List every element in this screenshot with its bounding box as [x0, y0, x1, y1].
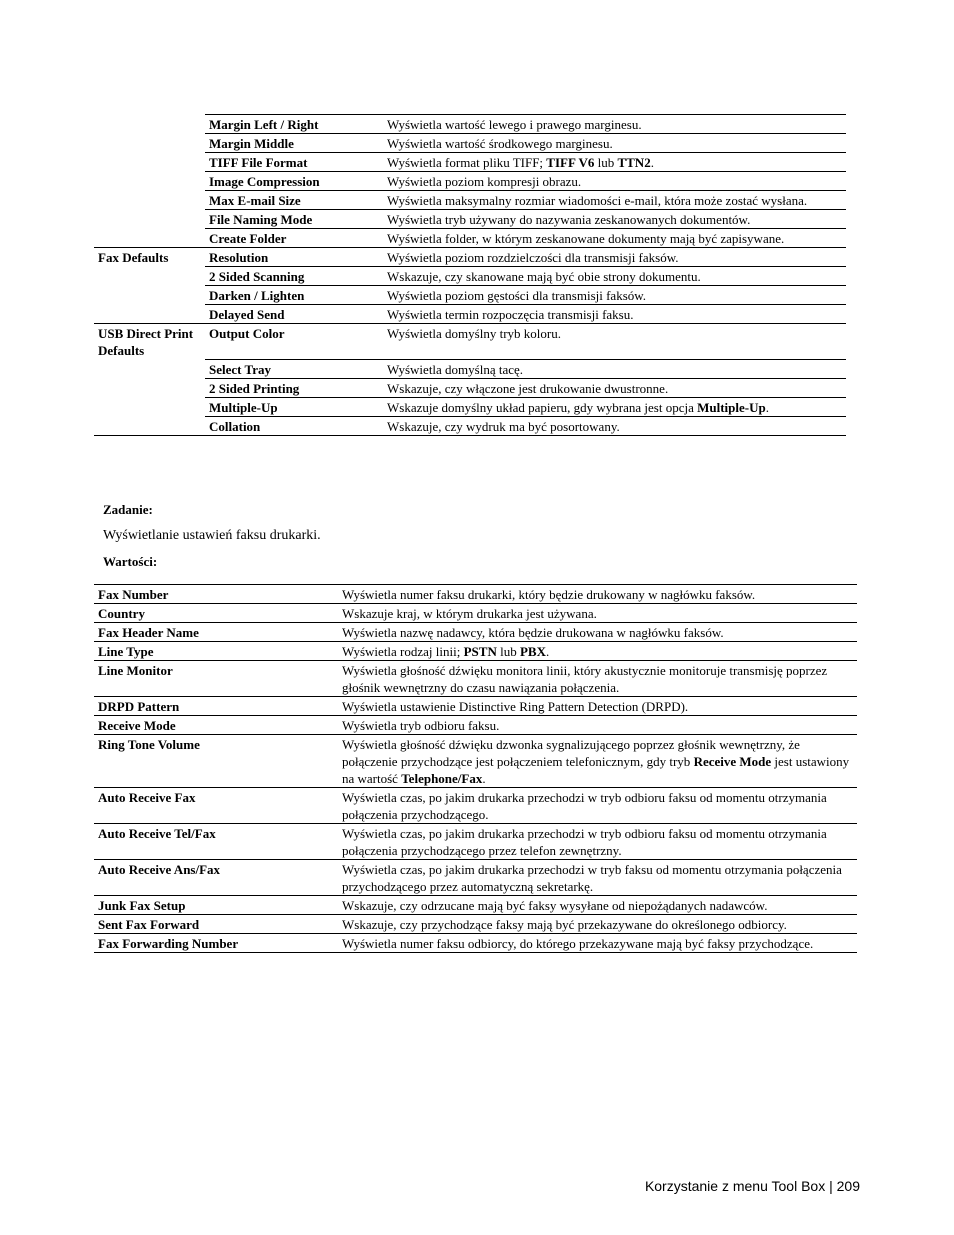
description-text: . [545, 644, 550, 659]
setting-description [338, 915, 857, 934]
setting-description [338, 642, 857, 661]
table-row [94, 860, 857, 896]
setting-description [338, 788, 857, 824]
description-bold-value: Telephone/Fax [401, 771, 483, 786]
table-row [94, 359, 846, 378]
group-cell [94, 153, 205, 172]
setting-description [338, 661, 857, 697]
group-cell [94, 378, 205, 397]
table-row [94, 604, 857, 623]
description-text: Wyświetla głośność dźwięku monitora linii, który akustycznie monitoruje transmisję poprzez głośnik wewnętrzny do czasu nawiązania połączenia. [342, 663, 828, 695]
setting-description [338, 896, 857, 915]
setting-description [383, 359, 846, 378]
setting-description [338, 604, 857, 623]
setting-name: TIFF File Format [205, 153, 383, 172]
setting-description [383, 324, 846, 360]
group-cell [94, 305, 205, 324]
table-row [94, 153, 846, 172]
footer-separator: | [829, 1178, 833, 1194]
table-row [94, 191, 846, 210]
setting-description [383, 153, 846, 172]
table-row [94, 229, 846, 248]
table-row [94, 416, 846, 435]
table-row [94, 267, 846, 286]
group-cell [94, 286, 205, 305]
table-row [94, 248, 846, 267]
description-text: Wyświetla folder, w którym zeskanowane dokumenty mają być zapisywane. [387, 231, 785, 246]
table-row [94, 585, 857, 604]
table-row [94, 788, 857, 824]
setting-name: Image Compression [205, 172, 383, 191]
setting-name: Receive Mode [94, 716, 338, 735]
description-text: Wyświetla wartość środkowego marginesu. [387, 136, 613, 151]
table-row [94, 172, 846, 191]
table-row [94, 305, 846, 324]
setting-description [383, 115, 846, 134]
table-row [94, 824, 857, 860]
description-text: Wskazuje, czy skanowane mają być obie strony dokumentu. [387, 269, 701, 284]
footer-page-number: 209 [836, 1178, 860, 1194]
page-footer [600, 1178, 860, 1194]
description-text: . [765, 399, 769, 415]
group-cell [94, 229, 205, 248]
group-cell [94, 115, 205, 134]
setting-name: Auto Receive Tel/Fax [94, 824, 338, 860]
description-bold-value: TTN2 [617, 155, 651, 170]
table-row [94, 735, 857, 788]
setting-description [383, 134, 846, 153]
setting-description [383, 378, 846, 397]
setting-name: Auto Receive Fax [94, 788, 338, 824]
task-heading: Zadanie: [103, 502, 153, 517]
task-description: Wyświetlanie ustawień faksu drukarki. [103, 528, 321, 543]
description-text: . [482, 771, 486, 786]
table-row [94, 324, 846, 360]
description-text: Wyświetla głośność dźwięku dzwonka sygnalizującego poprzez głośnik wewnętrzny, że połączenie przychodzące jest połączeniem telefonicznym, gdy tryb [342, 737, 800, 769]
table-row [94, 378, 846, 397]
description-text: Wyświetla maksymalny rozmiar wiadomości e-mail, która może zostać wysłana. [387, 193, 808, 208]
setting-name: Junk Fax Setup [94, 896, 338, 915]
setting-description [383, 397, 846, 416]
description-text: Wskazuje domyślny układ papieru, gdy wybrana jest opcja [387, 399, 698, 415]
setting-name: Create Folder [205, 229, 383, 248]
description-text: Wskazuje, czy odrzucane mają być faksy wysyłane od niepożądanych nadawców. [342, 898, 768, 913]
setting-name: Darken / Lighten [205, 286, 383, 305]
setting-description [383, 229, 846, 248]
setting-description [338, 716, 857, 735]
setting-name: Select Tray [205, 359, 383, 378]
setting-name: DRPD Pattern [94, 697, 338, 716]
description-text: Wyświetla poziom gęstości dla transmisji faksów. [387, 288, 647, 303]
setting-name: Multiple-Up [205, 397, 383, 416]
setting-description [383, 286, 846, 305]
description-text: Wyświetla czas, po jakim drukarka przechodzi w tryb faksu od momentu otrzymania połączenia przychodzącego przez automatyczną sekretarkę. [342, 862, 842, 894]
table-row [94, 934, 857, 953]
description-text: Wskazuje, czy włączone jest drukowanie dwustronne. [387, 380, 669, 396]
setting-description [338, 697, 857, 716]
setting-name: Collation [205, 416, 383, 435]
setting-name: Sent Fax Forward [94, 915, 338, 934]
description-text: Wyświetla czas, po jakim drukarka przechodzi w tryb odbioru faksu od momentu otrzymania połączenia przychodzącego. [342, 790, 827, 822]
settings-table-scan-fax-usb [94, 114, 846, 436]
table-row [94, 210, 846, 229]
group-cell [94, 210, 205, 229]
setting-description [383, 191, 846, 210]
table-row [94, 642, 857, 661]
group-cell [94, 191, 205, 210]
table-row [94, 286, 846, 305]
group-cell: USB Direct Print Defaults [94, 324, 205, 360]
group-cell [94, 397, 205, 416]
setting-name: File Naming Mode [205, 210, 383, 229]
description-bold-value: Receive Mode [693, 754, 772, 769]
setting-name: Fax Number [94, 585, 338, 604]
description-text: lub [594, 155, 618, 170]
description-text: . [650, 155, 654, 170]
description-text: Wyświetla tryb używany do nazywania zeskanowanych dokumentów. [387, 212, 751, 227]
setting-name: Fax Header Name [94, 623, 338, 642]
description-text: Wyświetla wartość lewego i prawego marginesu. [387, 117, 642, 132]
description-text: Wskazuje kraj, w którym drukarka jest używana. [342, 606, 597, 621]
group-cell: Fax Defaults [94, 248, 205, 267]
group-cell [94, 416, 205, 435]
description-text: Wyświetla numer faksu drukarki, który będzie drukowany w nagłówku faksów. [342, 587, 756, 602]
setting-description [338, 860, 857, 896]
description-text: lub [496, 644, 520, 659]
setting-name: Resolution [205, 248, 383, 267]
setting-name: Fax Forwarding Number [94, 934, 338, 953]
description-text: Wyświetla nazwę nadawcy, która będzie drukowana w nagłówku faksów. [342, 625, 724, 640]
setting-description [338, 824, 857, 860]
description-bold-value: TIFF V6 [546, 155, 595, 170]
setting-name: Ring Tone Volume [94, 735, 338, 788]
setting-description [338, 934, 857, 953]
setting-name: Country [94, 604, 338, 623]
setting-description [383, 305, 846, 324]
table-row [94, 697, 857, 716]
setting-description [338, 585, 857, 604]
setting-name: 2 Sided Printing [205, 378, 383, 397]
setting-name: Line Type [94, 642, 338, 661]
table-row [94, 397, 846, 416]
footer-section-title: Korzystanie z menu Tool Box [644, 1178, 826, 1194]
description-text: Wyświetla numer faksu odbiorcy, do którego przekazywane mają być faksy przychodzące. [342, 936, 814, 951]
setting-name: Margin Left / Right [205, 115, 383, 134]
setting-description [383, 210, 846, 229]
description-text: Wyświetla czas, po jakim drukarka przechodzi w tryb odbioru faksu od momentu otrzymania połączenia przychodzącego przez telefon zewnętrzny. [342, 826, 827, 858]
table-row [94, 915, 857, 934]
table-row [94, 134, 846, 153]
setting-description [383, 416, 846, 435]
setting-description [383, 248, 846, 267]
description-text: Wyświetla tryb odbioru faksu. [342, 718, 500, 733]
setting-name: Max E-mail Size [205, 191, 383, 210]
setting-description [338, 735, 857, 788]
description-text: Wyświetla format pliku TIFF; [387, 155, 547, 170]
setting-name: Margin Middle [205, 134, 383, 153]
setting-description [383, 267, 846, 286]
description-text: jest ustawiony na wartość [342, 754, 850, 786]
description-text: Wyświetla termin rozpoczęcia transmisji faksu. [387, 307, 634, 322]
setting-name: Delayed Send [205, 305, 383, 324]
group-cell [94, 172, 205, 191]
description-text: Wyświetla ustawienie Distinctive Ring Pattern Detection (DRPD). [342, 699, 689, 714]
description-text: Wyświetla poziom rozdzielczości dla transmisji faksów. [387, 250, 679, 265]
group-cell [94, 267, 205, 286]
table-row [94, 716, 857, 735]
description-bold-value: PBX [519, 644, 546, 659]
setting-name: Line Monitor [94, 661, 338, 697]
setting-description [338, 623, 857, 642]
description-text: Wyświetla poziom kompresji obrazu. [387, 174, 582, 189]
description-text: Wyświetla domyślny tryb koloru. [387, 326, 561, 341]
setting-name: Output Color [205, 324, 383, 360]
fax-settings-table [94, 584, 857, 953]
description-text: Wyświetla domyślną tacę. [387, 361, 524, 377]
description-text: Wskazuje, czy przychodzące faksy mają być przekazywane do określonego odbiorcy. [342, 917, 787, 932]
setting-name: Auto Receive Ans/Fax [94, 860, 338, 896]
table-row [94, 661, 857, 697]
description-text: Wyświetla rodzaj linii; [342, 644, 464, 659]
description-text: Wskazuje, czy wydruk ma być posortowany. [387, 418, 620, 434]
group-cell [94, 359, 205, 378]
description-bold-value: Multiple-Up [697, 399, 766, 415]
group-cell [94, 134, 205, 153]
setting-name: 2 Sided Scanning [205, 267, 383, 286]
table-row [94, 623, 857, 642]
setting-description [383, 172, 846, 191]
values-heading: Wartości: [103, 554, 158, 569]
table-row [94, 115, 846, 134]
description-bold-value: PSTN [463, 644, 497, 659]
table-row [94, 896, 857, 915]
